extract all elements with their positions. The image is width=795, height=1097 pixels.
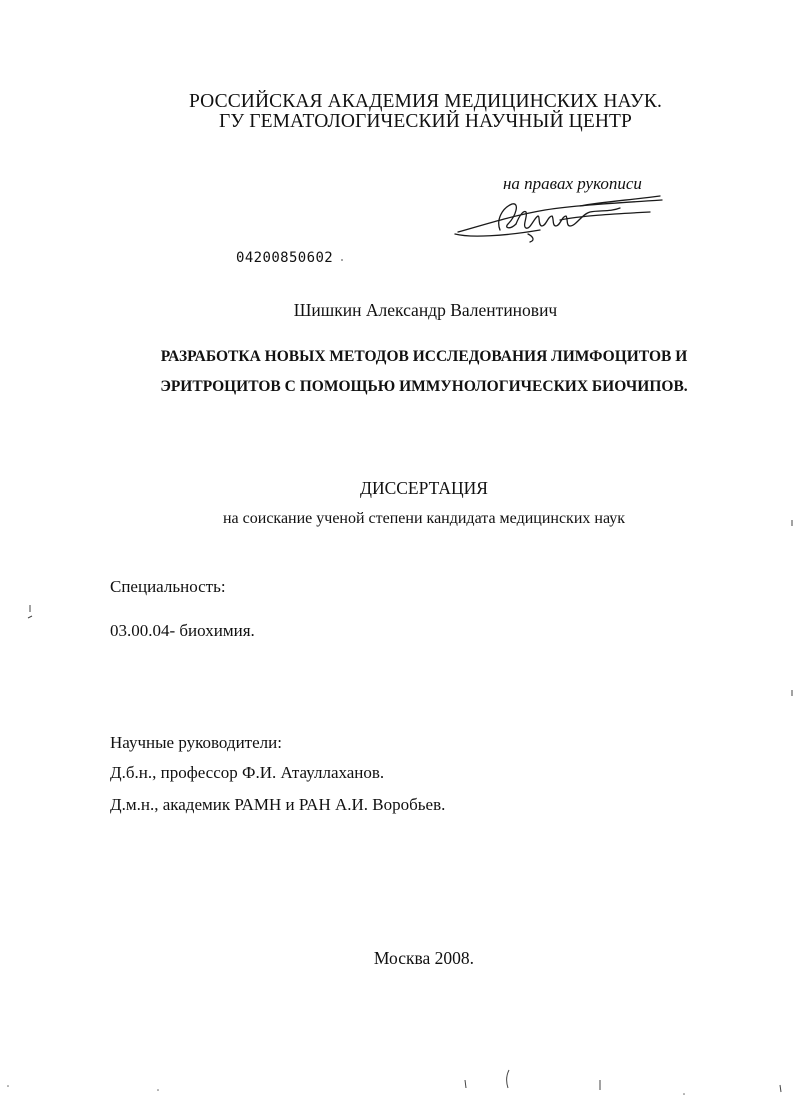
degree-description: на соискание ученой степени кандидата медицинских наук [222, 510, 626, 527]
specialty-label: Специальность: [110, 577, 226, 596]
city-year: Москва 2008. [373, 948, 475, 968]
thesis-title-line-1: РАЗРАБОТКА НОВЫХ МЕТОДОВ ИССЛЕДОВАНИЯ ЛИМФОЦИТОВ И [160, 348, 688, 365]
supervisor-item: Д.б.н., профессор Ф.И. Атауллаханов. [110, 763, 385, 782]
document-code: 04200850602 [236, 250, 334, 266]
thesis-title-line-2: ЭРИТРОЦИТОВ С ПОМОЩЬЮ ИММУНОЛОГИЧЕСКИХ БИОЧИПОВ. [160, 378, 688, 395]
rights-note: на правах рукописи [503, 174, 642, 193]
supervisor-item: Д.м.н., академик РАМН и РАН А.И. Воробьев. [110, 795, 446, 814]
organization-line-1: РОССИЙСКАЯ АКАДЕМИЯ МЕДИЦИНСКИХ НАУК. [188, 91, 662, 112]
specialty-value: 03.00.04- биохимия. [110, 621, 255, 640]
supervisors-label: Научные руководители: [110, 733, 282, 752]
organization-line-2: ГУ ГЕМАТОЛОГИЧЕСКИЙ НАУЧНЫЙ ЦЕНТР [218, 111, 633, 132]
document-type: ДИССЕРТАЦИЯ [360, 478, 488, 498]
author-name: Шишкин Александр Валентинович [293, 300, 558, 320]
